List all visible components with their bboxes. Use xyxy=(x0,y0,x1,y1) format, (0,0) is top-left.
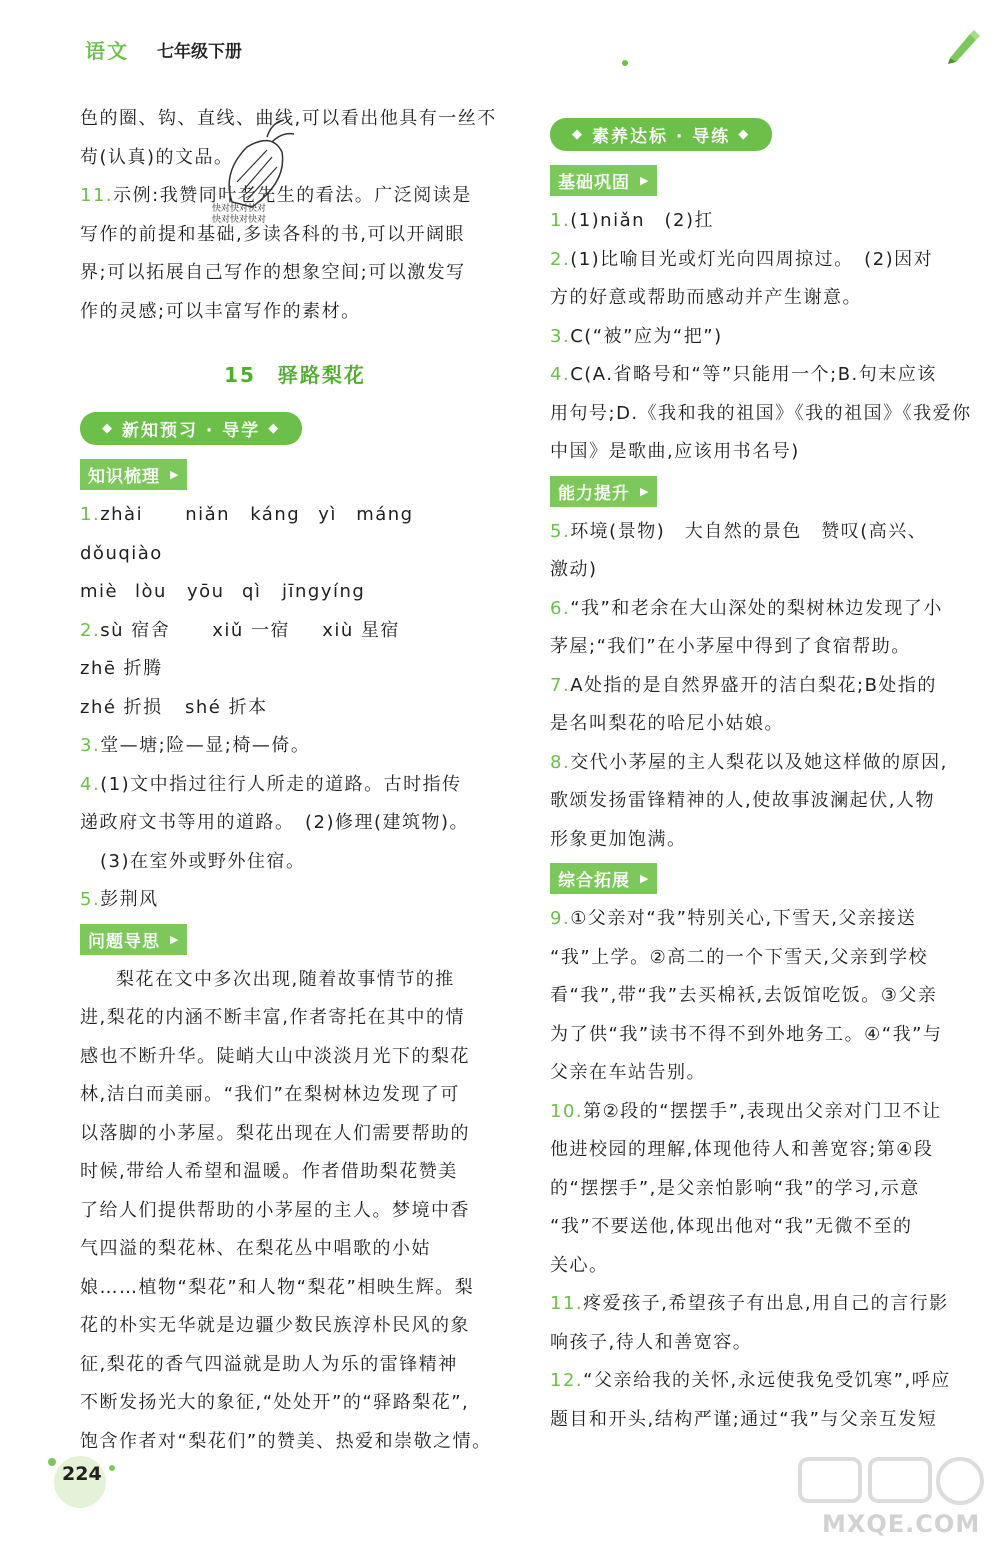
answer-number: 11. xyxy=(80,185,114,206)
answer-number: 5. xyxy=(80,889,101,910)
answer-number: 4. xyxy=(550,364,571,385)
pinyin: yōu xyxy=(187,581,225,602)
essay-line: 感也不断升华。陡峭大山中淡淡月光下的梨花 xyxy=(80,1045,470,1067)
answer-line: 为了供“我”读书不得不到外地务工。④“我”与 xyxy=(550,1023,943,1045)
intro-line-2: 苟(认真)的文品。 xyxy=(80,146,234,168)
pinyin: dǒuqiào xyxy=(80,542,163,564)
pinyin-word: zhē 折腾 xyxy=(80,658,163,679)
answer-line: 父亲在车站告别。 xyxy=(550,1062,706,1083)
answer-line: “我”上学。②高二的一个下雪天,父亲到学校 xyxy=(550,946,929,968)
answer-item xyxy=(550,513,982,552)
right-column xyxy=(550,112,982,1439)
watermark-text: MXQE.COM xyxy=(822,1510,981,1538)
essay xyxy=(80,961,510,1462)
answer-line: (3)在室外或野外住宿。 xyxy=(100,850,306,872)
essay-line: 进,梨花的内涵不断丰富,作者寄托在其中的情 xyxy=(80,1007,465,1028)
essay-line: 以落脚的小茅屋。梨花出现在人们需要帮助的 xyxy=(80,1122,470,1144)
answer-line: 界;可以拓展自己写作的想象空间;可以激发写 xyxy=(80,262,466,283)
section-tag: 问题导思 ▶ xyxy=(80,924,187,955)
pinyin: qì xyxy=(242,581,262,602)
answer-line: 用句号;D.《我和我的祖国》《我的祖国》《我爱你 xyxy=(550,402,972,424)
pinyin: jīngyíng xyxy=(282,581,366,602)
answer-number: 10. xyxy=(550,1100,584,1122)
answer-5 xyxy=(80,881,510,920)
pinyin-word: shé 折本 xyxy=(185,696,268,718)
pinyin: miè xyxy=(80,581,119,602)
answer-line: 他进校园的理解,体现他待人和善宽容;第④段 xyxy=(550,1139,934,1160)
page-header xyxy=(85,34,242,64)
tag-label: 能力提升 xyxy=(558,483,630,504)
answer-text: “我”和老余在大山深处的梨树林边发现了小 xyxy=(570,597,943,619)
answer-item xyxy=(550,744,982,783)
answer-text: 堂—塘;险—显;椅—倚。 xyxy=(100,735,311,756)
answer-line: “我”不要送他,体现出他对“我”无微不至的 xyxy=(550,1216,913,1237)
answer-text: (1)niǎn (2)扛 xyxy=(570,210,715,231)
pinyin: máng xyxy=(356,504,414,525)
answer-item xyxy=(550,1285,982,1324)
answer-number: 3. xyxy=(550,325,571,347)
pinyin: yì xyxy=(318,504,337,525)
answer-number: 9. xyxy=(550,908,571,929)
answer-2-row-2 xyxy=(80,689,510,728)
essay-line: 征,梨花的香气四溢就是助人为乐的雷锋精神 xyxy=(80,1353,458,1375)
pinyin-word: sù 宿舍 xyxy=(100,619,171,641)
answer-text: (1)比喻目光或灯光向四周掠过。 (2)因对 xyxy=(570,248,934,270)
answer-item xyxy=(550,590,982,629)
answer-text: 交代小茅屋的主人梨花以及她这样做的原因, xyxy=(570,751,948,773)
answer-number: 5. xyxy=(550,520,571,542)
tag-label: 问题导思 xyxy=(88,931,160,952)
answer-line: 形象更加饱满。 xyxy=(550,828,687,850)
answer-4 xyxy=(80,766,510,805)
section-banner: ◆ 新知预习 · 导学 ◆ xyxy=(80,412,302,445)
intro-line-1: 色的圈、钩、直线、曲线,可以看出他具有一丝不 xyxy=(80,108,497,129)
essay-line: 饱含作者对“梨花们”的赞美、热爱和崇敬之情。 xyxy=(80,1430,492,1452)
essay-line: 林,洁白而美丽。“我们”在梨树林边发现了可 xyxy=(80,1084,460,1105)
answer-line: 关心。 xyxy=(550,1254,609,1276)
answer-item xyxy=(550,356,982,395)
answer-number: 12. xyxy=(550,1370,584,1391)
answer-text: 彭荆风 xyxy=(100,889,159,910)
pinyin: lòu xyxy=(135,581,167,602)
answer-number: 8. xyxy=(550,751,571,773)
decorative-dot xyxy=(622,60,628,66)
doodle-text xyxy=(212,204,266,226)
answer-text: 疼爱孩子,希望孩子有出息,用自己的言行影 xyxy=(583,1293,949,1314)
essay-line: 了给人们提供帮助的小茅屋的主人。梦境中香 xyxy=(80,1199,470,1221)
answer-line: 写作的前提和基础,多读各科的书,可以开阔眼 xyxy=(80,223,465,245)
answer-line: 的“摆摆手”,是父亲怕影响“我”的学习,示意 xyxy=(550,1177,920,1199)
answer-line: 作的灵感;可以丰富写作的素材。 xyxy=(80,300,361,322)
answers-improve xyxy=(550,513,982,860)
pinyin: zhài xyxy=(100,504,144,525)
section-tag: 能力提升 ▶ xyxy=(550,476,657,507)
answer-item xyxy=(550,667,982,706)
answer-text: A处指的是自然界盛开的洁白梨花;B处指的 xyxy=(570,674,937,696)
answer-item xyxy=(550,900,982,939)
answer-number: 1. xyxy=(550,210,571,231)
answer-number: 1. xyxy=(80,504,101,525)
tag-label: 综合拓展 xyxy=(558,871,630,891)
pencil-icon xyxy=(942,26,982,66)
answer-2 xyxy=(80,612,510,689)
answer-number: 2. xyxy=(550,248,571,270)
tag-label: 知识梳理 xyxy=(88,467,160,487)
answer-1-row-2 xyxy=(80,573,510,612)
answers-extend xyxy=(550,900,982,1439)
answer-line: 激动) xyxy=(550,559,598,580)
answer-line: 示例:我赞同叶老先生的看法。广泛阅读是 xyxy=(113,185,472,206)
answer-number: 2. xyxy=(80,619,101,641)
pinyin: niǎn xyxy=(185,504,231,525)
left-column xyxy=(80,100,510,1461)
pinyin-word: xiù 星宿 xyxy=(322,619,400,641)
answer-number: 3. xyxy=(80,735,101,756)
answer-item xyxy=(550,318,982,357)
answer-text: 第②段的“摆摆手”,表现出父亲对门卫不让 xyxy=(583,1100,942,1122)
answer-text: C(A.省略号和“等”只能用一个;B.句末应该 xyxy=(570,364,937,385)
answer-item xyxy=(550,241,982,280)
essay-line: 梨花在文中多次出现,随着故事情节的推 xyxy=(116,968,455,990)
answer-line: (1)文中指过往行人所走的道路。古时指传 xyxy=(100,773,462,795)
answer-text: ①父亲对“我”特别关心,下雪天,父亲接送 xyxy=(570,908,917,929)
answer-line: 歌颂发扬雷锋精神的人,使故事波澜起伏,人物 xyxy=(550,790,935,811)
answer-item xyxy=(550,1093,982,1132)
essay-line: 花的朴实无华就是边疆少数民族淳朴民风的象 xyxy=(80,1315,470,1336)
answer-3 xyxy=(80,727,510,766)
answer-text: “父亲给我的关怀,永远使我免受饥寒”,呼应 xyxy=(583,1370,951,1391)
answers-basic xyxy=(550,202,982,472)
answer-1 xyxy=(80,496,510,573)
banner-label: 素养达标 · 导练 xyxy=(592,127,731,147)
answer-text: 环境(景物) 大自然的景色 赞叹(高兴、 xyxy=(570,520,928,542)
answer-line: 中国》是歌曲,应该用书名号) xyxy=(550,441,800,462)
doodle-line: 快对快对快对 xyxy=(212,204,267,214)
pinyin: káng xyxy=(250,504,301,525)
section-tag: 综合拓展 ▶ xyxy=(550,863,657,894)
pinyin-word: xiǔ 一宿 xyxy=(212,619,290,641)
section-tag: 知识梳理 ▶ xyxy=(80,459,187,490)
section-tag: 基础巩固 ▶ xyxy=(550,165,657,196)
banner-label: 新知预习 · 导学 xyxy=(122,421,261,441)
doodle-line: 快对快对快对 xyxy=(212,215,267,225)
answer-line: 看“我”,带“我”去买棉袄,去饭馆吃饭。③父亲 xyxy=(550,985,938,1006)
answer-line: 茅屋;“我们”在小茅屋中得到了食宿帮助。 xyxy=(550,636,911,657)
pinyin-word: zhé 折损 xyxy=(80,696,163,718)
answer-number: 7. xyxy=(550,674,571,696)
answer-line: 方的好意或帮助而感动并产生谢意。 xyxy=(550,287,862,308)
lesson-title: 15 驿路梨花 xyxy=(224,363,366,387)
page-number: 224 xyxy=(62,1463,102,1485)
tag-label: 基础巩固 xyxy=(558,173,630,193)
answer-line: 递政府文书等用的道路。 (2)修理(建筑物)。 xyxy=(80,812,470,833)
section-banner: ◆ 素养达标 · 导练 ◆ xyxy=(550,118,772,151)
answer-line: 题目和开头,结构严谨;通过“我”与父亲互发短 xyxy=(550,1408,938,1430)
answer-line: 是名叫梨花的哈尼小姑娘。 xyxy=(550,713,784,734)
answer-item xyxy=(550,1362,982,1401)
subject-label: 语文 xyxy=(85,38,129,63)
answer-number: 11. xyxy=(550,1293,584,1314)
essay-line: 不断发扬光大的象征,“处处开”的“驿路梨花”, xyxy=(80,1392,470,1413)
answer-item xyxy=(550,202,982,241)
essay-line: 气四溢的梨花林、在梨花丛中唱歌的小姑 xyxy=(80,1238,431,1259)
answer-text: C(“被”应为“把”) xyxy=(570,325,723,347)
answer-line: 响孩子,待人和善宽容。 xyxy=(550,1331,753,1353)
essay-line: 时候,带给人希望和温暖。作者借助梨花赞美 xyxy=(80,1161,458,1182)
essay-line: 娘……植物“梨花”和人物“梨花”相映生辉。梨 xyxy=(80,1276,475,1298)
answer-number: 4. xyxy=(80,773,101,795)
answer-number: 6. xyxy=(550,597,571,619)
grade-label: 七年级下册 xyxy=(157,41,242,62)
